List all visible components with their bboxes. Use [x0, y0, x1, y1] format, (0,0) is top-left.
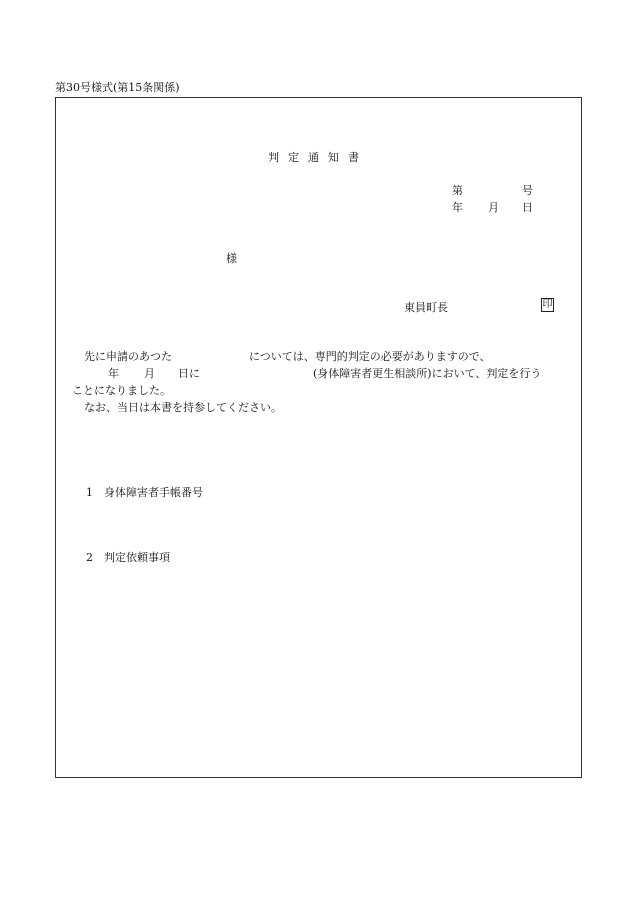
date-day: 日 [522, 201, 533, 214]
document-frame [55, 97, 582, 778]
item-2-number: 2 [86, 551, 93, 564]
date-month: 月 [488, 201, 499, 214]
seal-mark: 印 [542, 299, 553, 310]
item-1-number: 1 [86, 486, 93, 499]
body-line1-start: 先に申請のあつた [84, 350, 172, 363]
number-prefix: 第 [452, 184, 463, 197]
body-line2-month: 月 [144, 367, 155, 380]
document-title: 判定通知書 [268, 151, 368, 164]
date-year: 年 [452, 201, 463, 214]
form-number-label: 第30号様式(第15条関係) [55, 81, 180, 94]
body-line2-year: 年 [108, 367, 119, 380]
issuer-name: 東員町長 [404, 301, 448, 314]
body-line2-day: 日に [178, 367, 200, 380]
item-2-label: 判定依頼事項 [104, 551, 170, 564]
body-line2-rest: (身体障害者更生相談所)において、判定を行う [313, 367, 542, 380]
addressee-suffix: 様 [226, 252, 237, 265]
body-line3: ことになりました。 [72, 384, 171, 397]
item-1-label: 身体障害者手帳番号 [104, 486, 203, 499]
body-line1-end: については、専門的判定の必要がありますので、 [249, 350, 491, 363]
number-suffix: 号 [522, 184, 533, 197]
body-line4: なお、当日は本書を持参してください。 [84, 401, 282, 414]
